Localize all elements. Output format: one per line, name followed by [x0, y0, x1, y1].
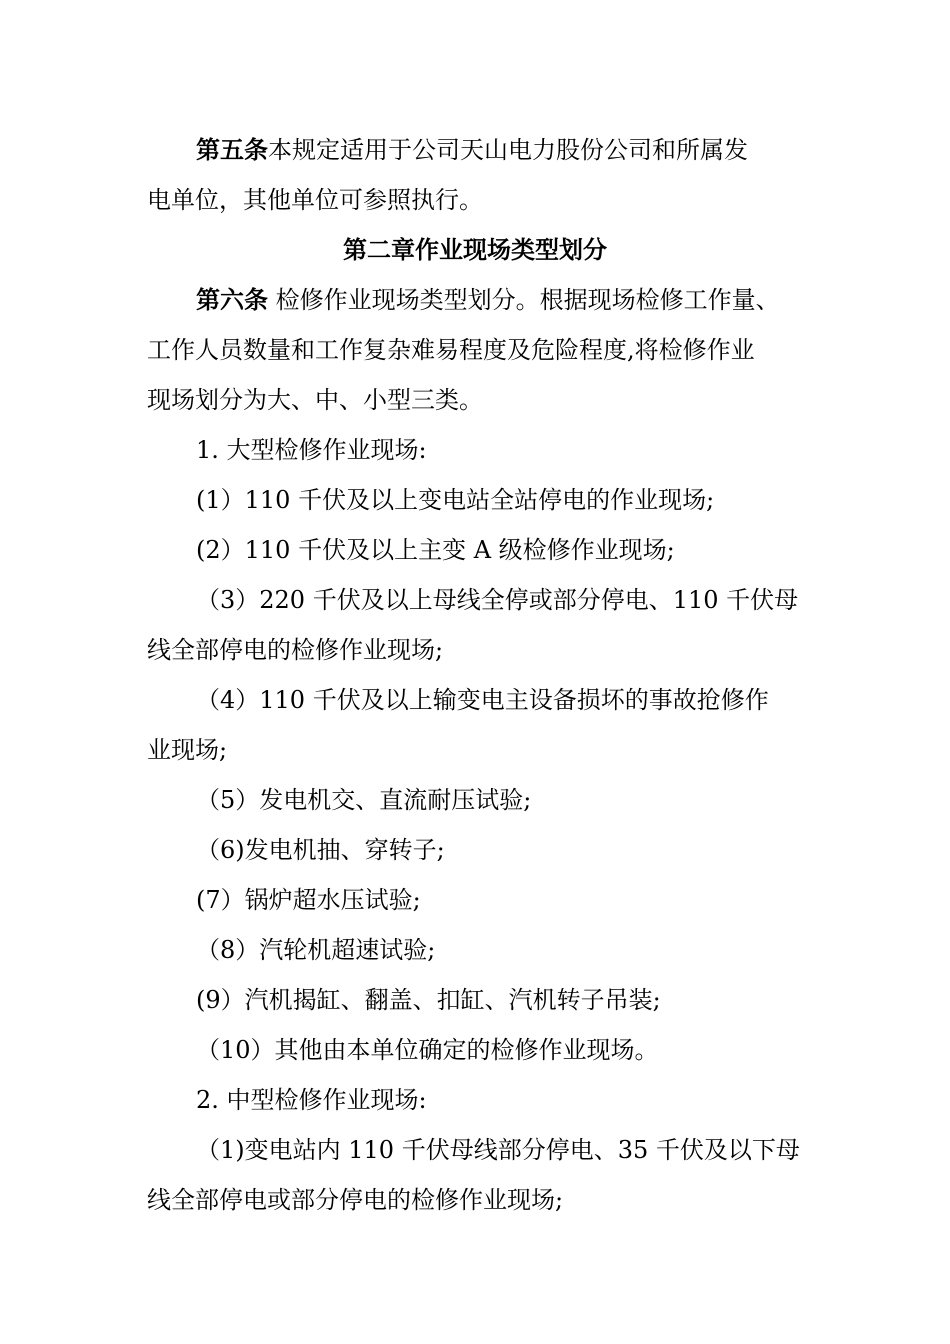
large-item-9: (9）汽机揭缸、翻盖、扣缸、汽机转子吊装; — [196, 986, 661, 1014]
large-site-heading: 1. 大型检修作业现场: — [196, 436, 427, 464]
article-5-text: 本规定适用于公司天山电力股份公司和所属发 — [268, 136, 748, 164]
large-item-8: （8）汽轮机超速试验; — [196, 936, 436, 964]
large-item-1: (1）110 千伏及以上变电站全站停电的作业现场; — [196, 486, 715, 514]
large-item-4-line-1: （4）110 千伏及以上输变电主设备损坏的事故抢修作 — [196, 686, 769, 714]
medium-site-heading: 2. 中型检修作业现场: — [196, 1086, 427, 1114]
article-6-line-1 — [196, 284, 780, 316]
article-6-label: 第六条 — [196, 285, 268, 314]
article-6-text: 检修作业现场类型划分。根据现场检修工作量、 — [268, 286, 780, 314]
article-5-line-1 — [196, 134, 748, 166]
large-item-4-line-2: 业现场; — [147, 736, 228, 764]
large-item-3-line-2: 线全部停电的检修作业现场; — [147, 636, 444, 664]
large-item-10: （10）其他由本单位确定的检修作业现场。 — [196, 1036, 659, 1064]
article-6-line-2: 工作人员数量和工作复杂难易程度及危险程度,将检修作业 — [147, 336, 755, 364]
article-5-line-2: 电单位，其他单位可参照执行。 — [147, 186, 483, 214]
large-item-3-line-1: （3）220 千伏及以上母线全停或部分停电、110 千伏母 — [196, 586, 799, 614]
article-6-line-3: 现场划分为大、中、小型三类。 — [147, 386, 483, 414]
medium-item-1-line-2: 线全部停电或部分停电的检修作业现场; — [147, 1186, 564, 1214]
article-5-label: 第五条 — [196, 135, 268, 164]
large-item-6: （6)发电机抽、穿转子; — [196, 836, 445, 864]
large-item-2: (2）110 千伏及以上主变 A 级检修作业现场; — [196, 536, 675, 564]
large-item-5: （5）发电机交、直流耐压试验; — [196, 786, 532, 814]
large-item-7: (7）锅炉超水压试验; — [196, 886, 421, 914]
chapter-2-title: 第二章作业现场类型划分 — [343, 235, 607, 264]
medium-item-1-line-1: （1)变电站内 110 千伏母线部分停电、35 千伏及以下母 — [196, 1136, 800, 1164]
